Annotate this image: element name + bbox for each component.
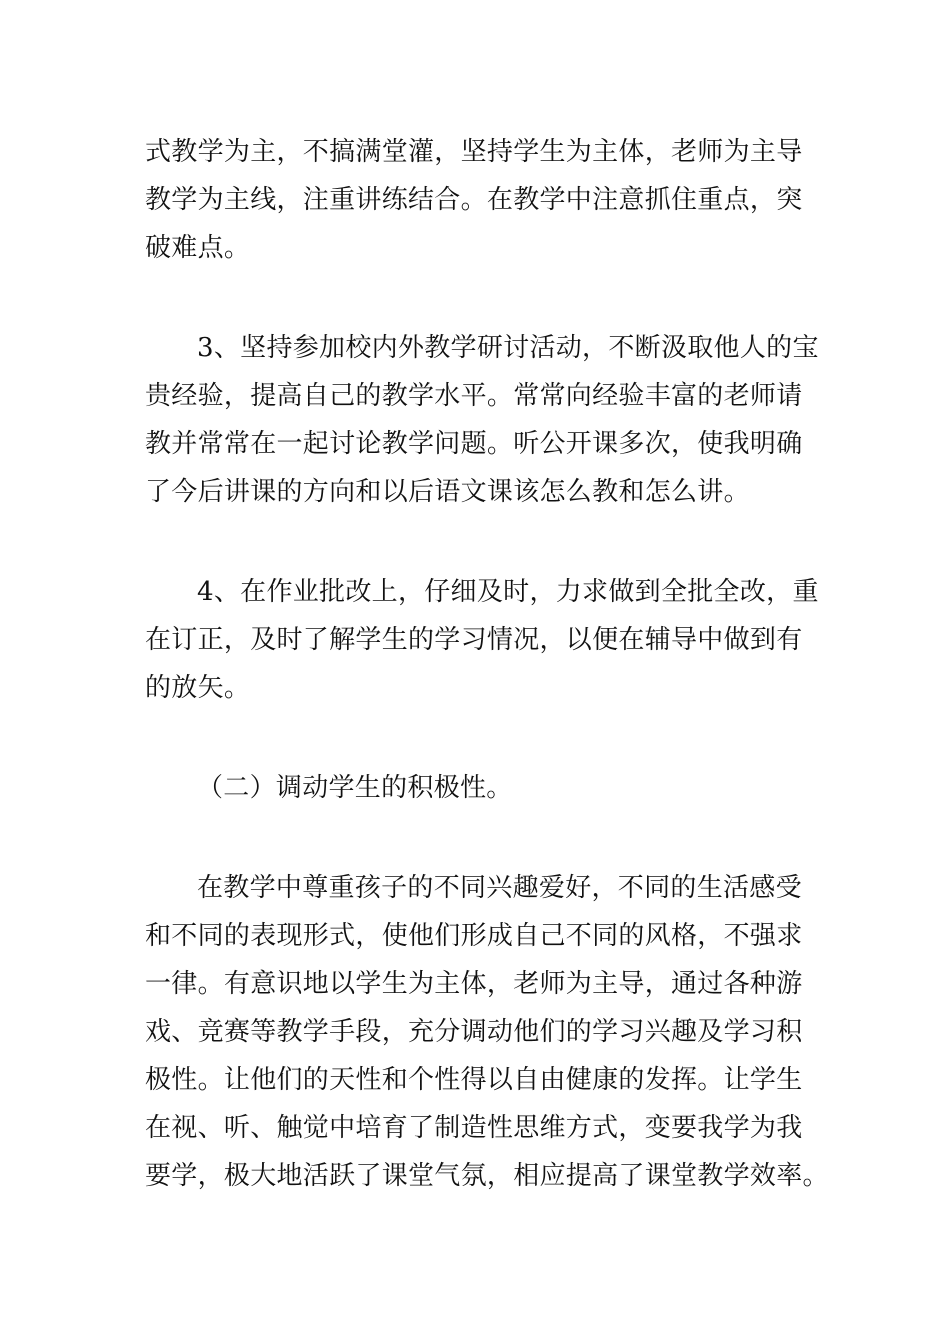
text-line: 一律。有意识地以学生为主体，老师为主导，通过各种游 [145,969,803,999]
text-line: 在订正，及时了解学生的学习情况，以便在辅导中做到有 [145,625,803,655]
paragraph-item-4 [145,568,819,712]
text-line: 贵经验，提高自己的教学水平。常常向经验丰富的老师请 [145,381,803,411]
paragraph-gap [145,712,807,764]
text-line: 式教学为主，不搞满堂灌，坚持学生为主体，老师为主导 [145,137,803,167]
paragraph-gap [145,272,807,324]
section-heading [145,764,807,812]
text-line: 在视、听、触觉中培育了制造性思维方式，变要我学为我 [145,1113,803,1143]
text-line: 在教学中尊重孩子的不同兴趣爱好，不同的生活感受 [197,873,802,903]
text-line: 了今后讲课的方向和以后语文课该怎么教和怎么讲。 [145,477,750,507]
paragraph-continuation [145,128,807,272]
text-line: 和不同的表现形式，使他们形成自己不同的风格，不强求 [145,921,803,951]
text-line: 教学为主线，注重讲练结合。在教学中注意抓住重点，突 [145,185,803,215]
text-line: 3、坚持参加校内外教学研讨活动，不断汲取他人的宝 [197,333,819,363]
text-line: 4、在作业批改上，仔细及时，力求做到全批全改，重 [197,577,819,607]
text-line: 要学，极大地活跃了课堂气氛，相应提高了课堂教学效率。 [145,1161,829,1191]
text-line: 破难点。 [145,233,251,263]
document-body [145,128,829,1200]
paragraph-item-3 [145,324,819,516]
paragraph-gap [145,516,807,568]
paragraph-gap [145,812,807,864]
text-line: 的放矢。 [145,673,251,703]
text-line: 戏、竞赛等教学手段，充分调动他们的学习兴趣及学习积 [145,1017,803,1047]
section-heading-text: （二）调动学生的积极性。 [197,773,513,803]
text-line: 教并常常在一起讨论教学问题。听公开课多次，使我明确 [145,429,803,459]
text-line: 极性。让他们的天性和个性得以自由健康的发挥。让学生 [145,1065,803,1095]
paragraph-body [145,864,829,1200]
